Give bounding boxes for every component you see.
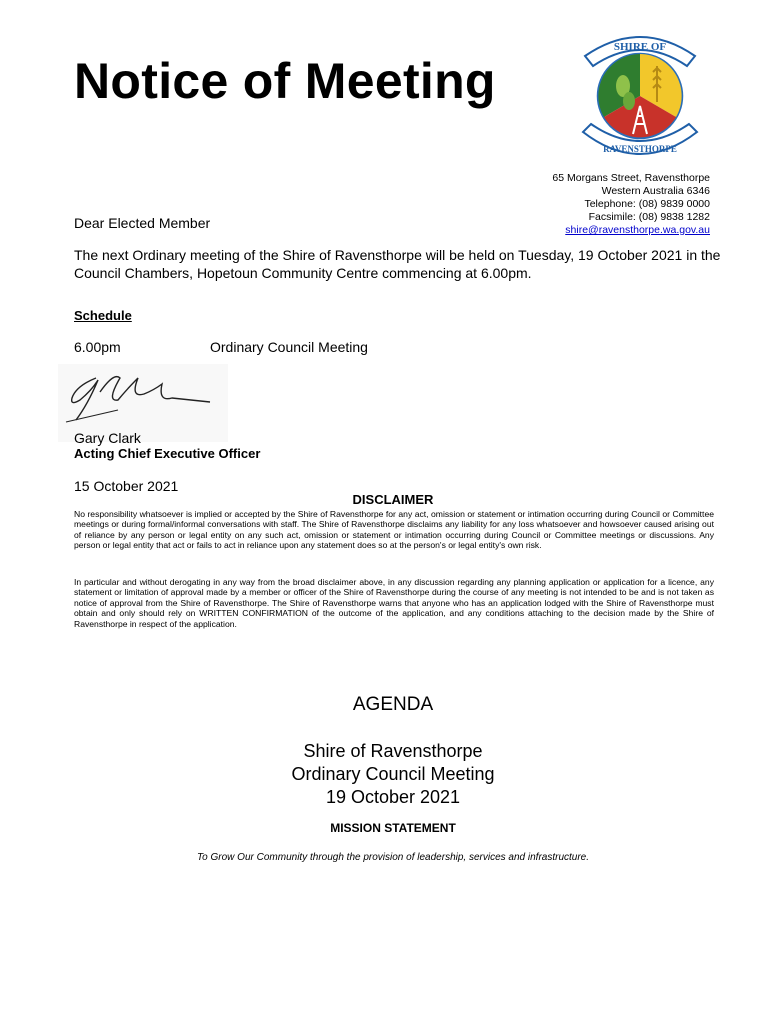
mission-statement: To Grow Our Community through the provision of leadership, services and infrastructure. — [196, 852, 590, 863]
schedule-item: Ordinary Council Meeting — [210, 339, 368, 355]
mission-heading: MISSION STATEMENT — [330, 821, 456, 835]
address-street: 65 Morgans Street, Ravensthorpe — [552, 172, 710, 184]
agenda-shire: Shire of Ravensthorpe — [303, 741, 483, 761]
agenda-heading: AGENDA — [352, 694, 434, 715]
intro-paragraph: The next Ordinary meeting of the Shire of Ravensthorpe will be held on Tuesday, 19 October 2021 in the Council Chambers, Hopetoun Community Centre commencing at 6.00pm. — [74, 247, 721, 281]
address-state: Western Australia 6346 — [601, 185, 710, 197]
schedule-heading: Schedule — [74, 308, 132, 323]
agenda-details — [0, 740, 770, 809]
signer-name: Gary Clark — [74, 430, 141, 446]
agenda-date: 19 October 2021 — [325, 787, 461, 807]
email-link[interactable]: shire@ravensthorpe.wa.gov.au — [565, 224, 710, 236]
schedule-time: 6.00pm — [74, 339, 121, 355]
logo-top-text: SHIRE OF — [613, 41, 667, 53]
greeting: Dear Elected Member — [74, 215, 211, 231]
page-title: Notice of Meeting — [74, 53, 496, 109]
disclaimer-paragraph-1: No responsibility whatsoever is implied or accepted by the Shire of Ravensthorpe for any act, omission or statement or intimation occurring during Council or Committee meetings or during formal/informal conversations with staff. The Shire of Ravensthorpe disclaims any liability for any loss whatsoever and howsoever caused arising out of reliance by any person or legal entity on any such act, omission or statement or intimation occurring during Council or Committee meetings or discussions. Any person or legal entity that act or fails to act in reliance upon any statement does so at the person's or legal entity's own risk. — [74, 509, 714, 551]
logo-bottom-text: RAVENSTHORPE — [603, 144, 677, 154]
address-block — [552, 172, 710, 237]
address-telephone: Telephone: (08) 9839 0000 — [584, 198, 710, 210]
disclaimer-paragraph-2: In particular and without derogating in any way from the broad disclaimer above, in any discussion regarding any planning application or application for a licence, any statement or limitation of approval made by a member or officer of the Shire of Ravensthorpe during the course of any meeting is not intended to be and is not taken as notice of approval from the Shire of Ravensthorpe. The Shire of Ravensthorpe warns that anyone who has an application lodged with the Shire of Ravensthorpe must obtain and only should rely on WRITTEN CONFIRMATION of the outcome of the application, and any conditions attaching to the decision made by the Shire of Ravensthorpe in respect of the application. — [74, 577, 714, 629]
letter-date: 15 October 2021 — [74, 478, 179, 494]
signer-title: Acting Chief Executive Officer — [74, 446, 261, 461]
shire-logo — [565, 26, 715, 162]
agenda-meeting: Ordinary Council Meeting — [291, 764, 495, 784]
disclaimer-heading: DISCLAIMER — [352, 492, 434, 507]
address-facsimile: Facsimile: (08) 9838 1282 — [588, 211, 710, 223]
